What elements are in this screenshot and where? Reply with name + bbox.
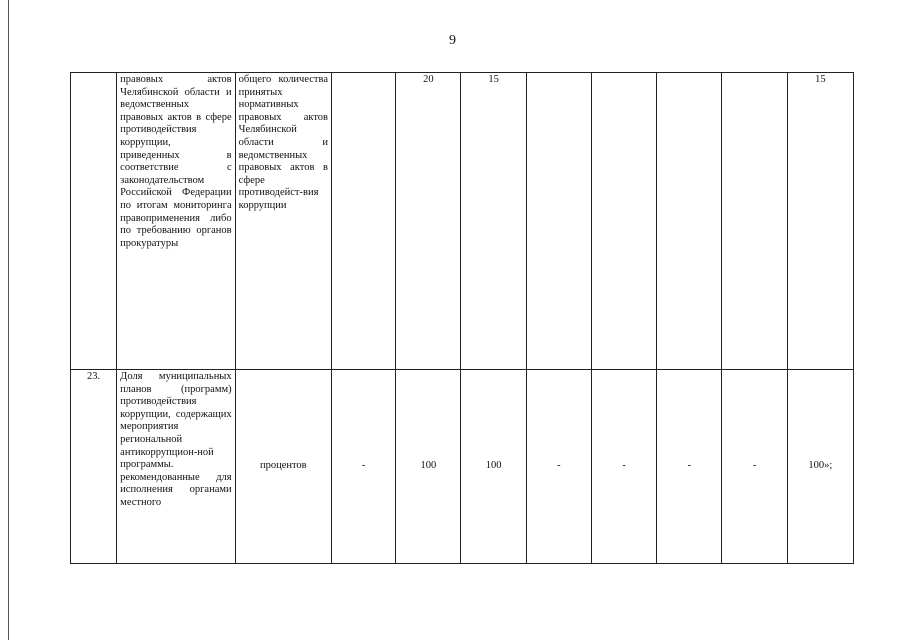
value-cell [331, 73, 395, 370]
binding-margin-line [8, 0, 9, 640]
value-cell [591, 73, 656, 370]
value-cell: 100»; [787, 370, 853, 564]
indicator-name-cell: правовых актов Челябинской области и ведомственных правовых актов в сфере противодействия коррупции, приведенных в соответствие с законодательством Российской Федерации по итогам мониторинга правоприменения либо по требованию органов прокуратуры [117, 73, 235, 370]
value-cell: 15 [461, 73, 526, 370]
value-cell: 100 [461, 370, 526, 564]
value-cell: - [526, 370, 591, 564]
table-row [71, 73, 854, 370]
value-cell: - [657, 370, 722, 564]
indicators-table [70, 72, 854, 564]
unit-cell: процентов [235, 370, 331, 564]
value-cell: 100 [396, 370, 461, 564]
value-cell [657, 73, 722, 370]
page-number: 9 [449, 33, 456, 48]
row-number-cell [71, 73, 117, 370]
table-row [71, 370, 854, 564]
value-cell: - [591, 370, 656, 564]
unit-cell: общего количества принятых нормативных правовых актов Челябинской области и ведомственных правовых актов в сфере противодейст-вия коррупции [235, 73, 331, 370]
value-cell [722, 73, 787, 370]
value-cell: 15 [787, 73, 853, 370]
value-cell: - [331, 370, 395, 564]
row-number-cell: 23. [71, 370, 117, 564]
value-cell: 20 [396, 73, 461, 370]
value-cell: - [722, 370, 787, 564]
indicator-name-cell: Доля муниципальных планов (программ) противодействия коррупции, содержащих мероприятия региональной антикоррупцион-ной программы. рекомендованные для исполнения органами местного [117, 370, 235, 564]
value-cell [526, 73, 591, 370]
